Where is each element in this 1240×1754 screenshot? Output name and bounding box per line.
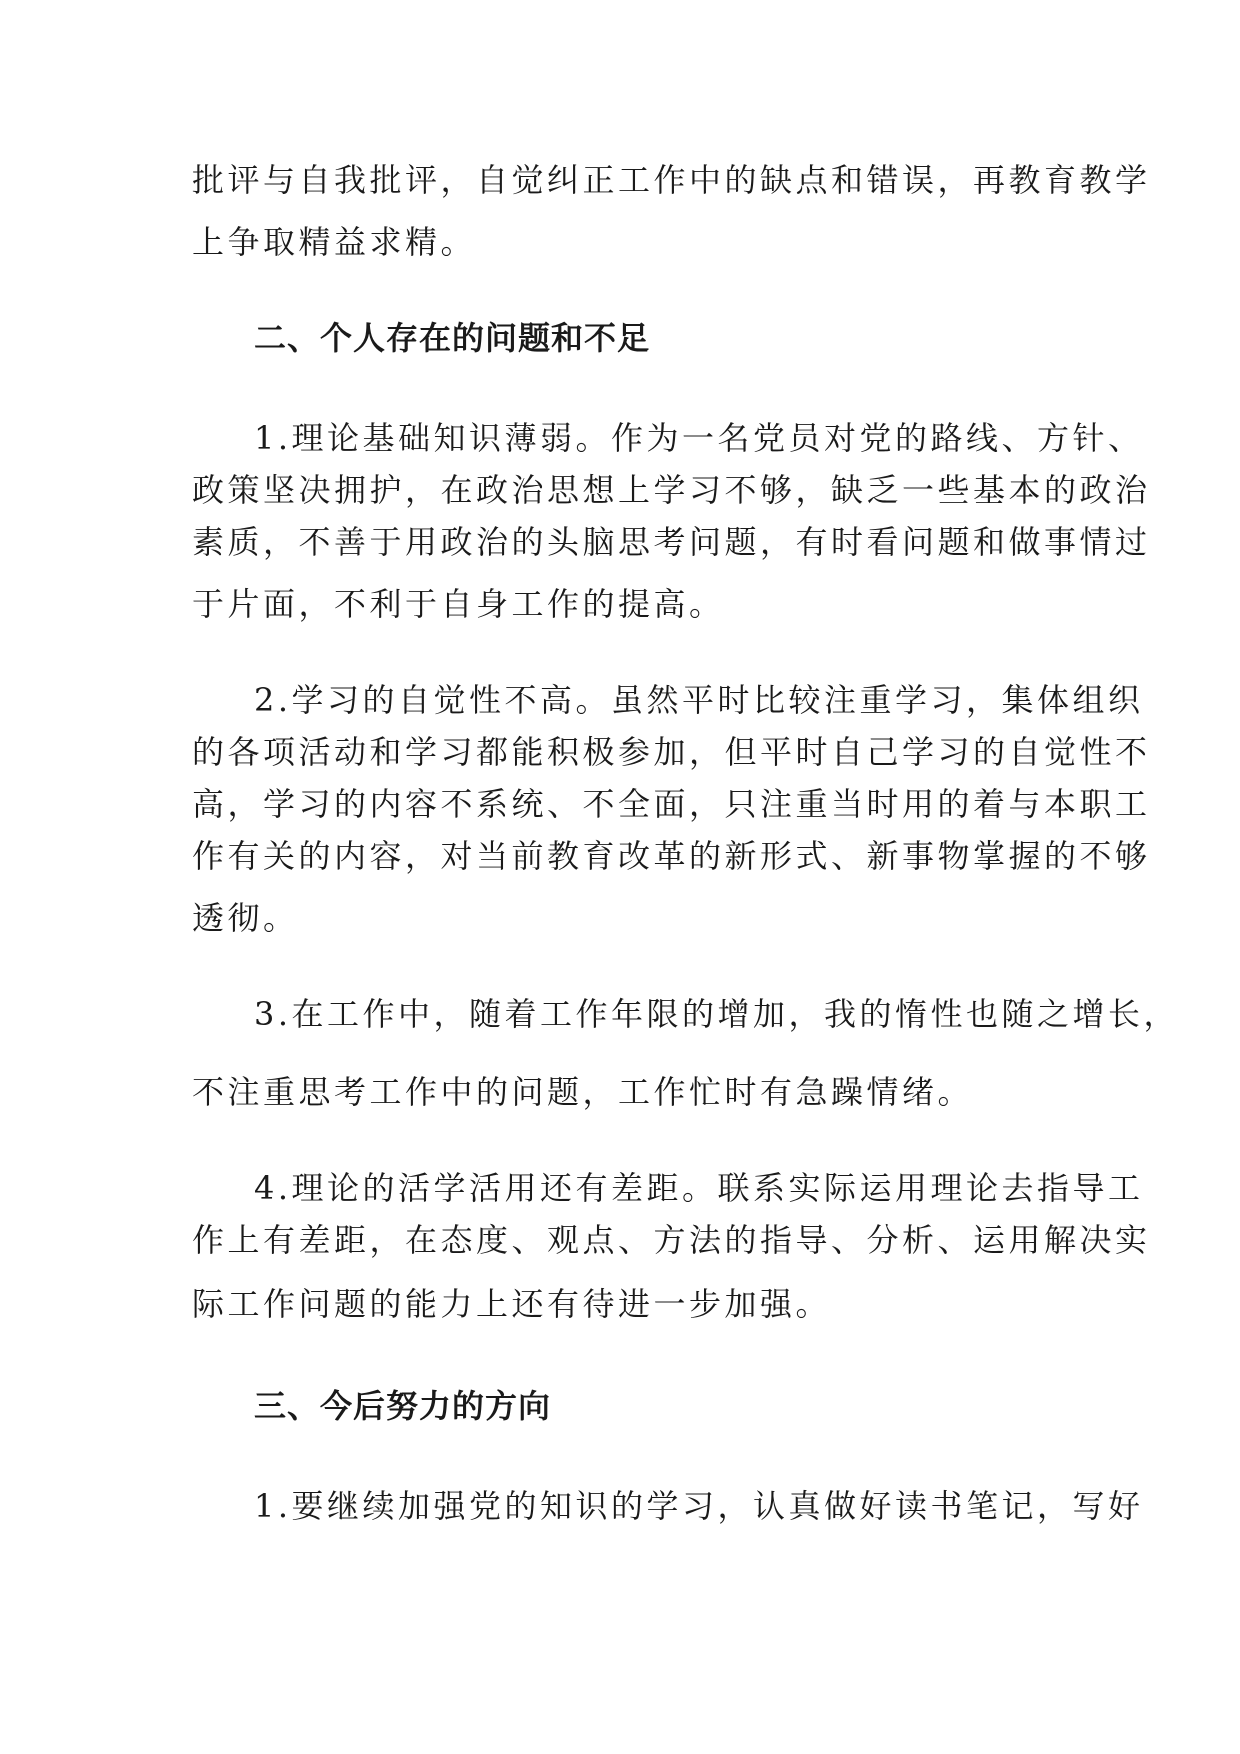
paragraph-line: 于片面，不利于自身工作的提高。	[192, 585, 725, 623]
paragraph-line: 透彻。	[192, 899, 299, 937]
paragraph-line: 批评与自我批评，自觉纠正工作中的缺点和错误，再教育教学	[192, 161, 1151, 199]
paragraph-line: 际工作问题的能力上还有待进一步加强。	[192, 1285, 832, 1323]
section-heading: 三、今后努力的方向	[254, 1387, 552, 1425]
paragraph-line: 作上有差距，在态度、观点、方法的指导、分析、运用解决实	[192, 1221, 1151, 1259]
paragraph-line: 作有关的内容，对当前教育改革的新形式、新事物掌握的不够	[192, 837, 1151, 875]
paragraph-line: 高，学习的内容不系统、不全面，只注重当时用的着与本职工	[192, 785, 1151, 823]
paragraph-line: 3.在工作中，随着工作年限的增加，我的惰性也随之增长，	[254, 995, 1180, 1033]
paragraph-line: 的各项活动和学习都能积极参加，但平时自己学习的自觉性不	[192, 733, 1151, 771]
paragraph-line: 上争取精益求精。	[192, 223, 477, 261]
paragraph-line: 1.理论基础知识薄弱。作为一名党员对党的路线、方针、	[254, 419, 1144, 457]
paragraph-line: 素质，不善于用政治的头脑思考问题，有时看问题和做事情过	[192, 523, 1151, 561]
paragraph-line: 2.学习的自觉性不高。虽然平时比较注重学习，集体组织	[254, 681, 1144, 719]
paragraph-line: 政策坚决拥护，在政治思想上学习不够，缺乏一些基本的政治	[192, 471, 1151, 509]
paragraph-line: 1.要继续加强党的知识的学习，认真做好读书笔记，写好	[254, 1487, 1144, 1525]
paragraph-line: 不注重思考工作中的问题，工作忙时有急躁情绪。	[192, 1073, 974, 1111]
section-heading: 二、个人存在的问题和不足	[254, 319, 651, 357]
paragraph-line: 4.理论的活学活用还有差距。联系实际运用理论去指导工	[254, 1169, 1144, 1207]
